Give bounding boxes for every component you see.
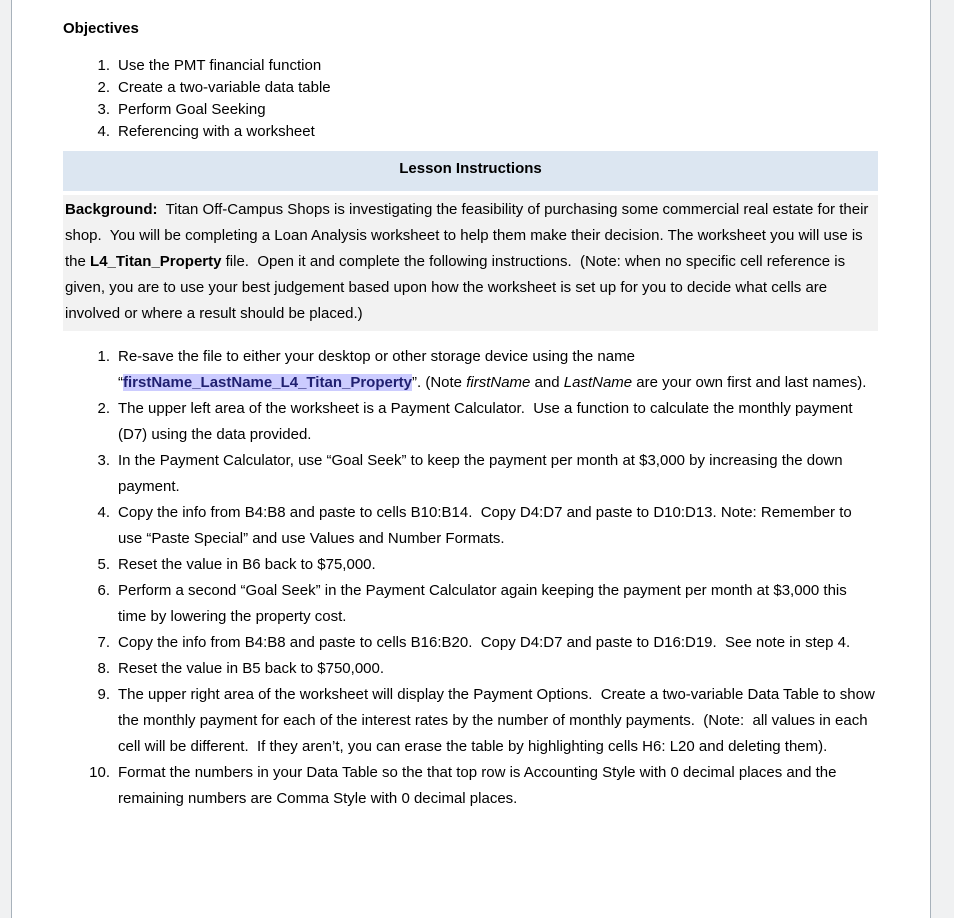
list-item-text <box>118 121 878 143</box>
objectives-heading: Objectives <box>63 20 139 37</box>
list-item <box>63 630 878 656</box>
list-item-text <box>118 682 878 760</box>
list-item-text <box>118 630 878 656</box>
list-item-number: 4. <box>97 504 110 521</box>
text-run: Format the numbers in your Data Table so the that top row is Accounting Style with 0 decimal places and the remaining numbers are Comma Style with 0 decimal places. <box>118 764 841 807</box>
background-paragraph <box>63 195 878 331</box>
text-run: In the Payment Calculator, use “Goal Seek” to keep the payment per month at $3,000 by increasing the down payment. <box>118 452 847 495</box>
list-item-text <box>118 99 878 121</box>
list-item <box>63 578 878 630</box>
text-run: Referencing with a worksheet <box>118 123 315 140</box>
worksheet-file-name: L4_Titan_Property <box>90 253 222 270</box>
list-item-number: 2. <box>97 79 110 96</box>
list-item-number: 3. <box>97 452 110 469</box>
list-item <box>63 396 878 448</box>
list-item-number: 3. <box>97 101 110 118</box>
list-item-text <box>118 656 878 682</box>
list-item-text <box>118 448 878 500</box>
list-item-text <box>118 760 878 812</box>
list-item <box>63 500 878 552</box>
text-run: Perform a second “Goal Seek” in the Payment Calculator again keeping the payment per month at $3,000 this time by lowering the property cost. <box>118 582 851 625</box>
list-item-number: 6. <box>97 582 110 599</box>
text-run: ”. (Note <box>412 374 467 391</box>
list-item-number: 4. <box>97 123 110 140</box>
list-item-number: 2. <box>97 400 110 417</box>
text-run: Titan Off-Campus Shops is investigating the feasibility of purchasing some commercial real estate for their shop. You will be completing a Loan Analysis worksheet to help them make their decision. The worksheet you will use is the <box>65 201 873 270</box>
text-run: Reset the value in B5 back to $750,000. <box>118 660 385 677</box>
list-item-text <box>118 396 878 448</box>
list-item-text <box>118 344 878 396</box>
list-item-text <box>118 552 878 578</box>
highlighted-filename: firstName_LastName_L4_Titan_Property <box>123 374 413 391</box>
list-item <box>63 55 878 77</box>
list-item-text <box>118 55 878 77</box>
text-run: and <box>530 374 564 391</box>
text-run: Use the PMT financial function <box>118 57 322 74</box>
list-item-text <box>118 77 878 99</box>
lesson-instructions-banner <box>63 151 878 191</box>
list-item-number: 1. <box>97 348 110 365</box>
list-item-number: 9. <box>97 686 110 703</box>
list-item-text <box>118 578 878 630</box>
list-item-number: 1. <box>97 57 110 74</box>
text-run: firstName <box>466 374 531 391</box>
text-run: LastName <box>563 374 633 391</box>
instructions-list <box>63 344 878 812</box>
text-run: The upper left area of the worksheet is a Payment Calculator. Use a function to calculate the monthly payment (D7) using the data provided. <box>118 400 857 443</box>
list-item <box>63 448 878 500</box>
text-run: Create a two-variable data table <box>118 79 331 96</box>
document-page <box>11 0 931 918</box>
list-item <box>63 682 878 760</box>
list-item-number: 7. <box>97 634 110 651</box>
list-item-text <box>118 500 878 552</box>
list-item <box>63 344 878 396</box>
text-run: Reset the value in B6 back to $75,000. <box>118 556 376 573</box>
objectives-list <box>63 55 878 143</box>
text-run: Copy the info from B4:B8 and paste to cells B16:B20. Copy D4:D7 and paste to D16:D19. See note in step 4. <box>118 634 851 651</box>
text-run: Re-save the file to either your desktop or other storage device using the name “ <box>118 348 640 391</box>
list-item <box>63 760 878 812</box>
lesson-instructions-title: Lesson Instructions <box>399 160 542 177</box>
list-item <box>63 121 878 143</box>
list-item-number: 8. <box>97 660 110 677</box>
text-run: are your own first and last names). <box>632 374 867 391</box>
text-run: file. Open it and complete the following instructions. (Note: when no specific cell reference is given, you are to use your best judgement based upon how the worksheet is set up for you to decide what cells are involved or where a result should be placed.) <box>65 253 850 322</box>
list-item <box>63 552 878 578</box>
list-item <box>63 99 878 121</box>
text-run: Perform Goal Seeking <box>118 101 266 118</box>
list-item-number: 10. <box>89 764 110 781</box>
list-item-number: 5. <box>97 556 110 573</box>
background-label: Background: <box>65 201 158 218</box>
text-run: The upper right area of the worksheet will display the Payment Options. Create a two-variable Data Table to show the monthly payment for each of the interest rates by the number of monthly payments. (Note: all values in each cell will be different. If they aren’t, you can erase the table by highlighting cells H6: L20 and deleting them). <box>118 686 879 755</box>
list-item <box>63 77 878 99</box>
text-run: Copy the info from B4:B8 and paste to cells B10:B14. Copy D4:D7 and paste to D10:D13. Note: Remember to use “Paste Special” and use Values and Number Formats. <box>118 504 856 547</box>
list-item <box>63 656 878 682</box>
